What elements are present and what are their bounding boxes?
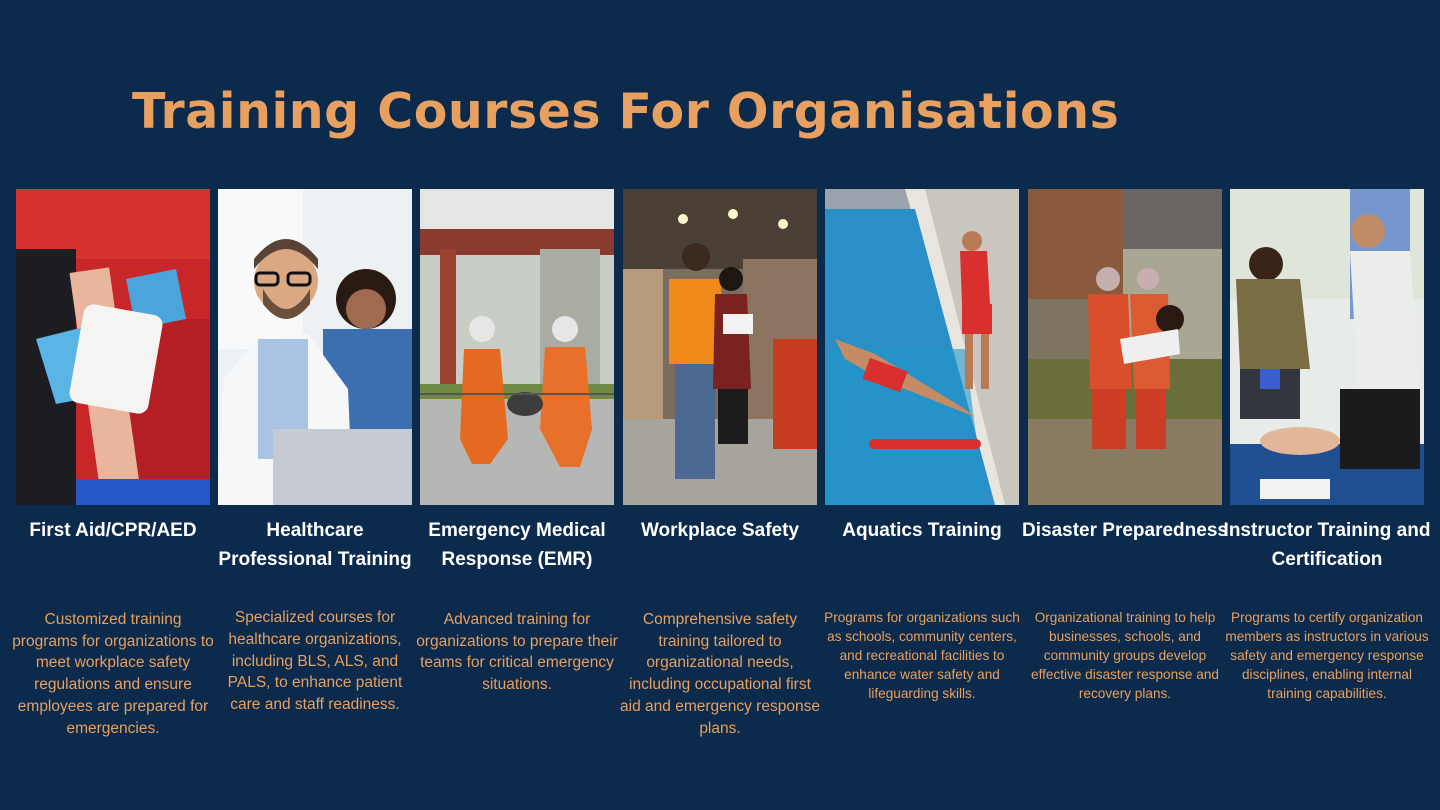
first-aid-photo bbox=[16, 189, 210, 505]
disaster-preparedness-photo bbox=[1028, 189, 1222, 505]
course-title: Disaster Preparedness bbox=[1022, 520, 1228, 541]
course-card-healthcare bbox=[218, 189, 412, 714]
course-card-emr bbox=[416, 189, 618, 694]
course-description: Comprehensive safety training tailored to organizational needs, including occupational first aid and emergency response plans. bbox=[620, 611, 820, 737]
course-title: Instructor Training and Certification bbox=[1223, 520, 1431, 570]
healthcare-photo bbox=[218, 189, 412, 505]
emr-photo bbox=[420, 189, 614, 505]
course-description: Programs for organizations such as schools, community centers, and recreational facilities to enhance water safety and lifeguarding skills. bbox=[824, 610, 1020, 701]
course-card-aquatics bbox=[824, 189, 1020, 701]
course-description: Customized training programs for organizations to meet workplace safety regulations and ensure employees are prepared for emergencies. bbox=[12, 611, 214, 737]
course-title: Emergency Medical Response (EMR) bbox=[428, 520, 606, 570]
course-description: Organizational training to help businesses, schools, and community groups develop effective disaster response and recovery plans. bbox=[1031, 610, 1219, 701]
page-title: Training Courses For Organisations bbox=[132, 83, 1120, 140]
workplace-safety-photo bbox=[623, 189, 817, 505]
course-card-workplace-safety bbox=[620, 189, 820, 737]
course-title: Healthcare Professional Training bbox=[218, 520, 412, 570]
course-card-instructor-training bbox=[1223, 189, 1431, 701]
course-title: Workplace Safety bbox=[640, 520, 800, 541]
course-title: First Aid/CPR/AED bbox=[29, 520, 197, 541]
aquatics-photo bbox=[825, 189, 1019, 505]
course-card-first-aid bbox=[12, 189, 214, 737]
course-card-disaster-preparedness bbox=[1022, 189, 1228, 701]
course-description: Specialized courses for healthcare organizations, including BLS, ALS, and PALS, to enhance patient care and staff readiness. bbox=[227, 609, 403, 714]
course-description: Programs to certify organization members as instructors in various safety and emergency response disciplines, enabling internal training capabilities. bbox=[1225, 610, 1429, 701]
course-description: Advanced training for organizations to prepare their teams for critical emergency situations. bbox=[416, 611, 618, 694]
instructor-training-photo bbox=[1230, 189, 1424, 505]
course-title: Aquatics Training bbox=[842, 520, 1002, 541]
